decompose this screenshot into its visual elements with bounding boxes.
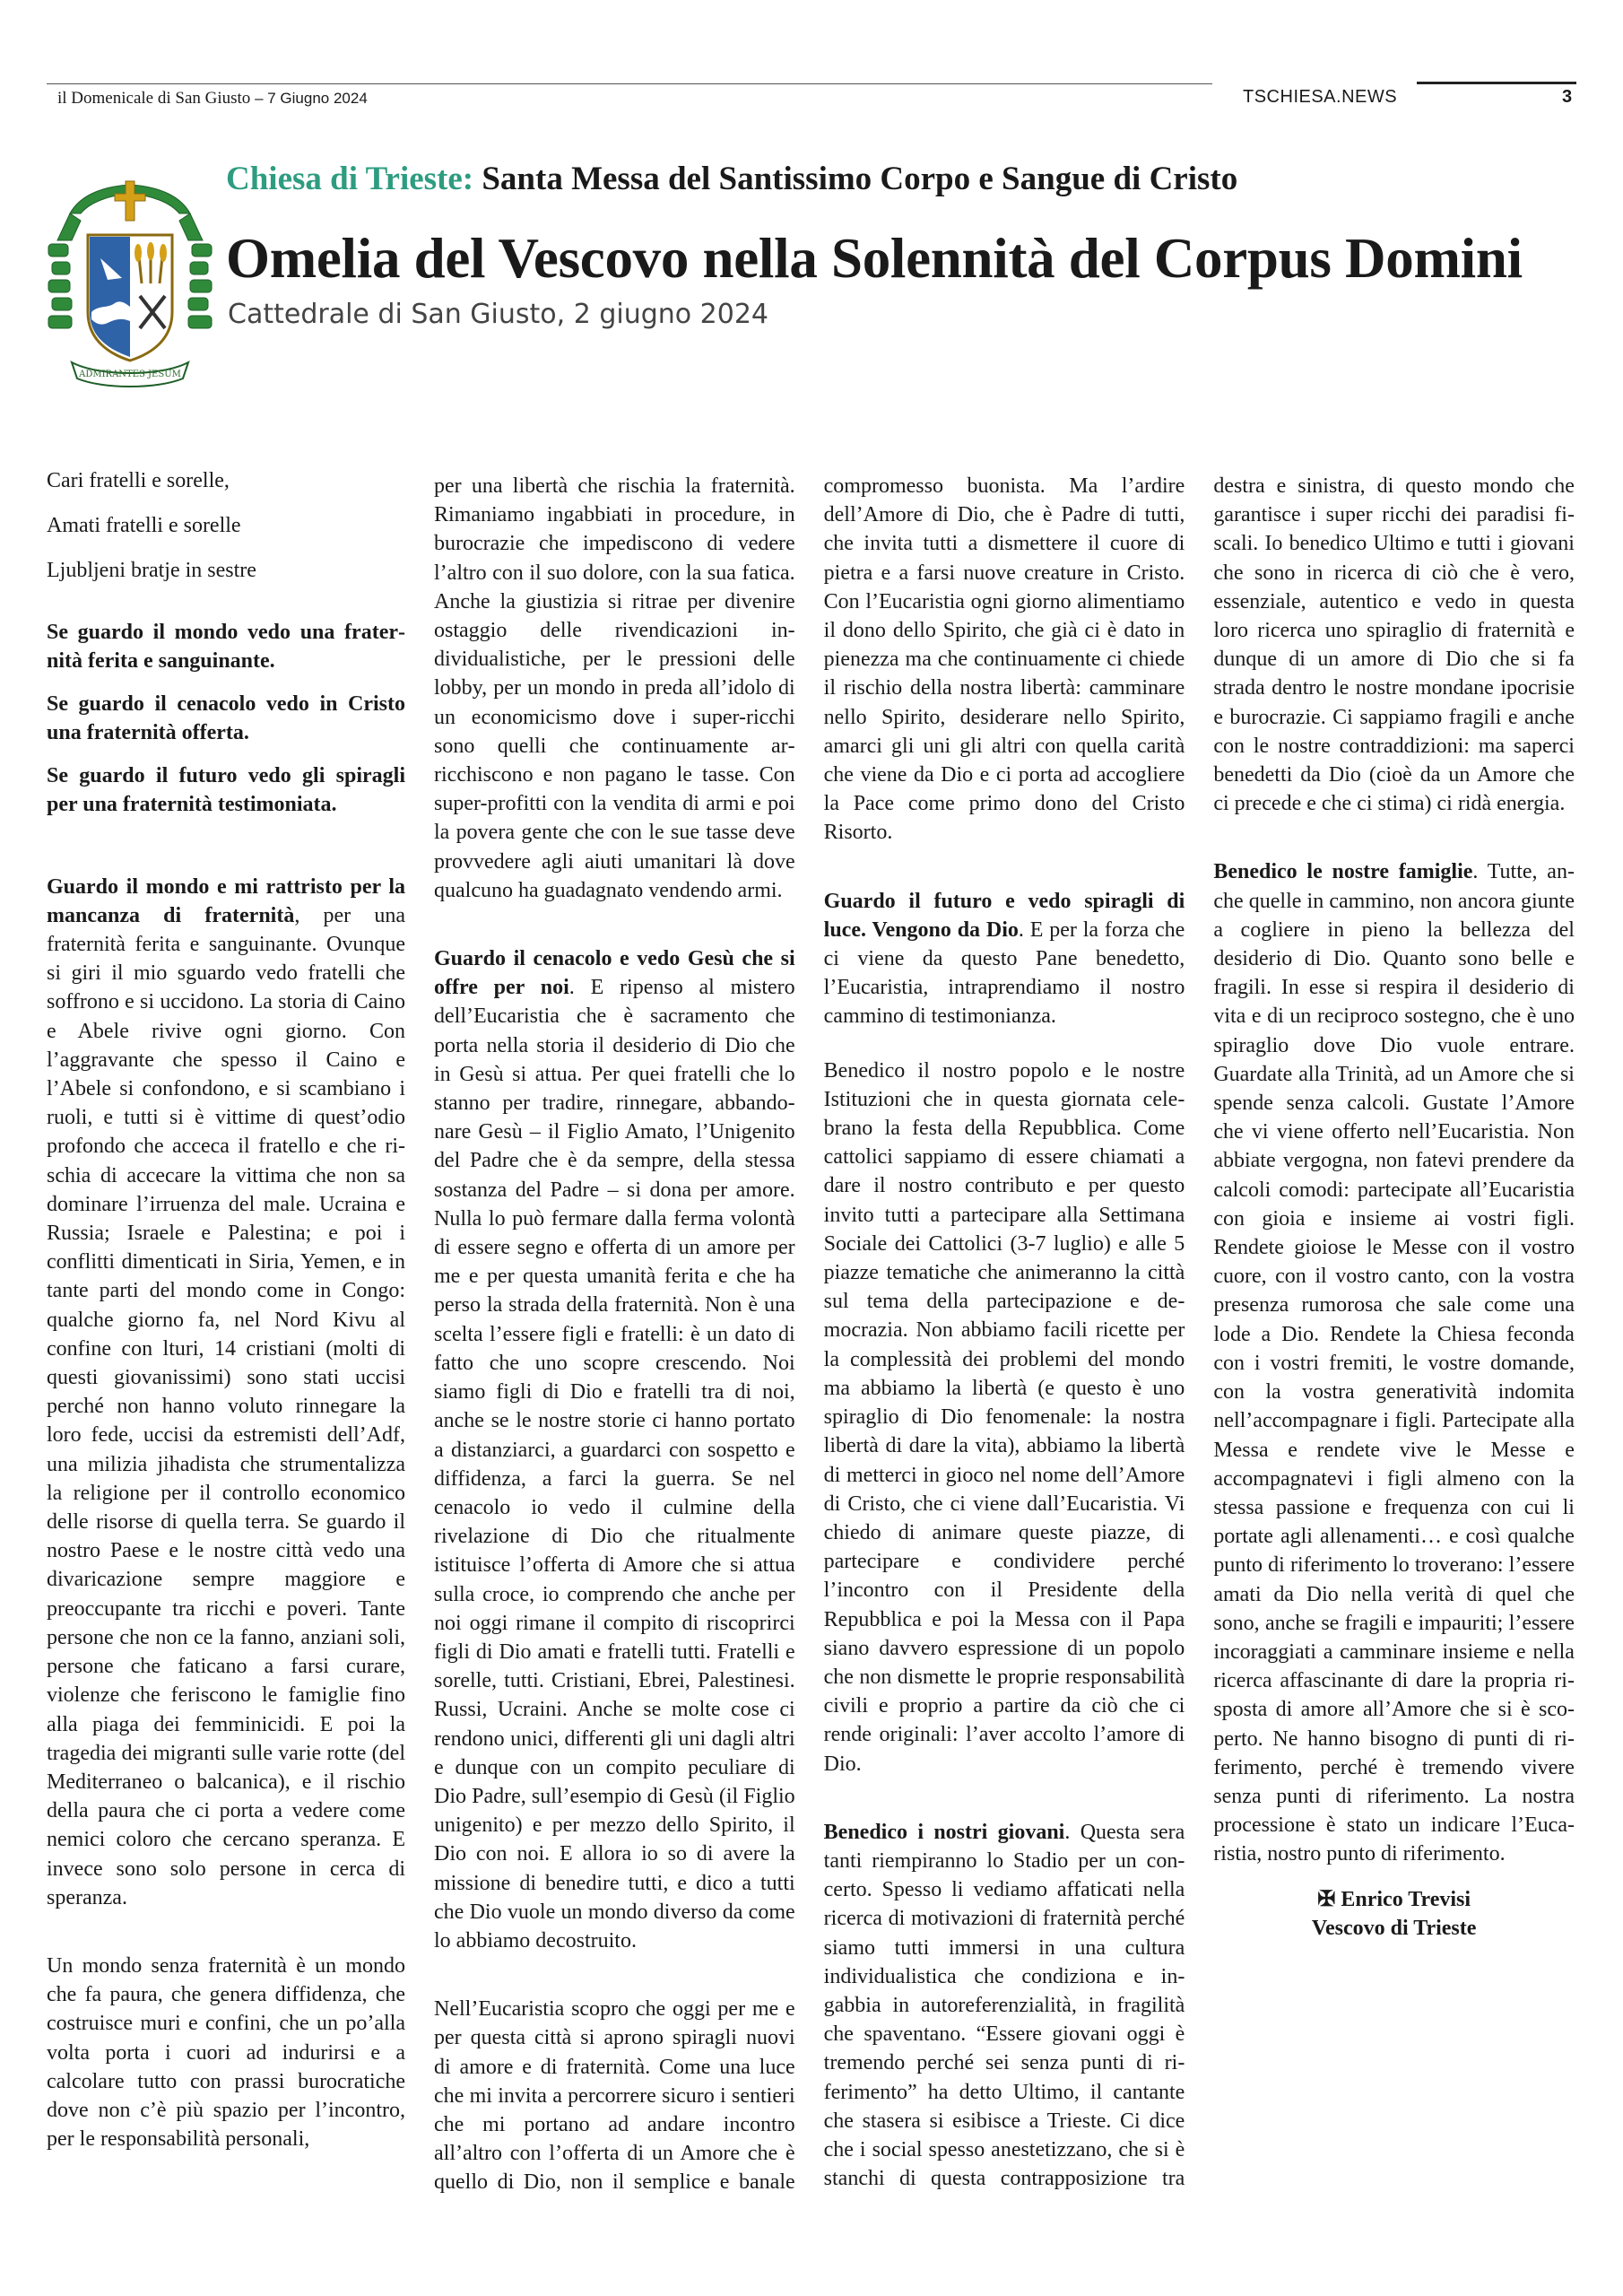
crest-motto: ADMIRANTES JESUM	[79, 370, 181, 379]
header-rule-accent	[1417, 82, 1576, 84]
signature-name: ✠ Enrico Trevisi	[1317, 1887, 1471, 1911]
lead-statement: Se guardo il cenacolo vedo in Cristo una fraternità offerta.	[47, 691, 405, 744]
greeting-line: Cari fratelli e sorelle,	[47, 469, 230, 492]
greetings	[47, 466, 405, 586]
kicker-source: Chiesa di Trieste:	[226, 161, 474, 197]
paragraph-lead: Guardo il mondo e mi rattristo per la mancanza di fraternità	[47, 874, 405, 927]
greeting-line: Amati fratelli e sorelle	[47, 514, 241, 538]
article-column-1	[47, 466, 405, 2153]
header-rule	[47, 83, 1212, 84]
publication-line	[57, 89, 368, 109]
greeting-line: Ljubljeni bratje in sestre	[47, 559, 256, 583]
body-paragraph: per una libertà che rischia la fraternità. Rimaniamo ingabbiati in procedure, in burocrazie che impediscono di vedere l’altro con il suo dolore, con la sua fatica. Anche la giustizia si ritrae per divenire ostaggio delle rivendicazioni individualistiche, per le pressioni delle lobby, per un mondo in preda all’idolo di un economicismo dove i super-ricchi sono quelli che continuamente arricchiscono e non pagano le tasse. Con super-profitti con la vendita di armi e poi la povera gente che con le sue tasse deve provvedere agli aiuti umanitari là dove qualcuno ha guadagnato vendendo armi.	[434, 474, 795, 902]
signature	[1213, 1885, 1575, 1943]
page-number: 3	[1562, 87, 1573, 107]
paragraph-lead: Benedico i nostri giovani	[823, 1820, 1065, 1844]
lead-statements	[47, 618, 405, 819]
paragraph-lead: Benedico le nostre famiglie	[1213, 860, 1473, 884]
article-kicker	[226, 160, 1237, 198]
body-paragraph: Un mondo senza fraternità è un mondo che fa paura, che genera diffidenza, che costruisce muri e confini, che un po’alla volta porta i cuori ad indurirsi e a calcolare tutto con prassi burocratiche dove non c’è più spazio per l’incontro, per le responsabilità personali,	[47, 1953, 405, 2152]
body-paragraph: Guardo il futuro e vedo spiragli di luce. Vengono da Dio. E per la forza che ci viene da questo Pane benedetto, l’Eucaristia, intraprendiamo il nostro cammino di testimonianza.	[823, 889, 1185, 1029]
body-paragraph: Nell’Eucaristia scopro che oggi per me e per questa città si aprono spiragli nuovi di amore e di fraternità. Come una luce che mi invita a percorrere sicuro i sentieri che mi portano ad andare incontro all’altro con l’offerta di un Amore che è quello di Dio, non il semplice e banale compromesso buonista. Ma l’ardire dell’Amore di Dio, che è Padre di tutti, che invita tutti a dismettere il cuore di pietra e a farsi nuove creature in Cristo. Con l’Eucaristia ogni giorno alimentiamo il dono dello Spirito, che già ci è dato in pienezza ma che continuamente ci chiede il rischio della nostra libertà: camminare nello Spirito, desiderare nello Spirito, amarci gli uni gli altri con quella carità che viene da Dio e ci porta ad accogliere la Pace come primo dono del Cristo Risorto.	[434, 474, 1185, 2195]
lead-statement: Se guardo il mondo vedo una fraternità ferita e sanguinante.	[47, 620, 405, 673]
body-paragraph: Guardo il cenacolo e vedo Gesù che si offre per noi. E ripenso al mistero dell’Eucaristia che è sacramento che porta nella storia il desiderio di Dio che in Gesù si attua. Per quei fratelli che lo stanno per tradire, rinnegare, abbandonare Gesù – il Figlio Amato, l’Unigenito del Padre che è da sempre, della stessa sostanza del Padre – si dona per amore. Nulla lo può fermare dalla ferma volontà di essere segno e offerta di un amore per me e per questa umanità ferita e che ha perso la strada della fraternità. Non è una scelta l’essere figli e fratelli: è un dato di fatto che uno scopre crescendo. Noi siamo figli di Dio e fratelli tra di noi, anche se le nostre storie ci hanno portato a distanziarci, a guardarci con sospetto e diffidenza, a farci la guerra. Se nel cenacolo io vedo il culmine della rivelazione di Dio che ritualmente istituisce l’offerta di Amore che si attua sulla croce, io comprendo che anche per noi oggi rimane il compito di riscoprirci figli di Dio amati e fratelli tutti. Fratelli e sorelle, tutti. Cristiani, Ebrei, Palestinesi. Russi, Ucraini. Anche se molte cose ci rendono unici, differenti gli uni dagli altri e dunque con un compito peculiare di Dio Padre, sull’esempio di Gesù (il Figlio unigenito) e per mezzo dello Spirito, il Dio con noi. E allora io so di avere la missione di benedire tutti, e dico a tutti che Dio vuole un mondo diverso da come lo abbiamo decostruito.	[434, 947, 795, 1952]
episcopal-coat-of-arms-icon	[45, 178, 215, 391]
kicker-event: Santa Messa del Santissimo Corpo e Sangue di Cristo	[482, 161, 1238, 197]
article-body-flow	[434, 472, 1575, 2221]
body-paragraph: Benedico i nostri giovani. Questa sera tanti riempiranno lo Stadio per un concerto. Spesso li vediamo affaticati nella ricerca di motivazioni di fraternità perché siamo tutti immersi in una cultura individualistica che condiziona e ingabbia in autoreferenzialità, in fragilità che spaventano. “Essere giovani oggi è tremendo perché sei senza punti di riferimento” ha detto Ultimo, il cantante che stasera si esibisce a Trieste. Ci dice che i social spesso anestetizzano, che si è stanchi di questa contrapposizione tra destra e sinistra, di questo mondo che garantisce i super ricchi dei paradisi fiscali. Io benedico Ultimo e tutti i giovani che sono in ricerca di ciò che è vero, essenziale, autentico e vedo in questa loro ricerca uno spiraglio di fraternità e dunque di un amore di Dio che si fa strada dentro le nostre mondane ipocrisie e burocrazie. Ci sappiamo fragili e anche con le nostre contraddizioni: ma saperci benedetti da Dio (cioè da un Amore che ci precede e che ci stima) ci ridà energia.	[823, 474, 1575, 2191]
issue-date: – 7 Giugno 2024	[255, 90, 368, 107]
site-name: TSCHIESA.NEWS	[1243, 87, 1398, 107]
body-paragraph: Benedico le nostre famiglie. Tutte, anche quelle in cammino, non ancora giunte a cogliere in pieno la bellezza del desiderio di Dio. Quanto sono belle e fragili. In esse si respira il desiderio di vita e di un reciproco sostegno, che è uno spiraglio dove Dio vuole entrare. Guardate alla Trinità, ad un Amore che si spende senza calcoli. Gustate l’Amore che vi viene offerto nell’Eucaristia. Non abbiate vergogna, non fatevi prendere da calcoli comodi: partecipate all’Eucaristia con gioia e insieme ai vostri figli. Rendete gioiose le Messe con il vostro cuore, con il vostro canto, con la vostra presenza rumorosa che sale come una lode a Dio. Rendete la Chiesa feconda con i vostri fremiti, le vostre domande, con la vostra generatività indomita nell’accompagnare i figli. Partecipate alla Messa e rendete vive le Messe e accompagnatevi i figli almeno con la stessa passione e frequenza con cui li portate agli allenamenti… e così qualche punto di riferimento lo troverano: l’essere amati da Dio nella verità di quel che sono, anche se fragili e impauriti; l’essere incoraggiati a camminare insieme e nella ricerca affascinante di dare la propria risposta di amore all’Amore che si è scoperto. Ne hanno bisogno di punti di riferimento, perché è tremendo vivere senza punti di riferimento. La nostra processione è stato un indicare l’Eucaristia, nostro punto di riferimento.	[1213, 860, 1575, 1866]
lead-statement: Se guardo il futuro vedo gli spiragli per una fraternità testimoniata.	[47, 763, 405, 816]
publication-name: il Domenicale di San Giusto	[57, 89, 251, 108]
article-subtitle: Cattedrale di San Giusto, 2 giugno 2024	[228, 299, 769, 330]
paragraph-lead: Guardo il futuro e vedo spiragli di luce. Vengono da Dio	[823, 889, 1185, 942]
signature-role: Vescovo di Trieste	[1311, 1916, 1477, 1940]
paragraph-lead: Guardo il cenacolo e vedo Gesù che si offre per noi	[434, 947, 795, 1000]
page-header	[47, 85, 1576, 112]
body-paragraph: Benedico il nostro popolo e le nostre Istituzioni che in questa giornata celebrano la festa della Repubblica. Come cattolici sappiamo di essere chiamati a dare il nostro contributo e per questo invito tutti a partecipare alla Settimana Sociale dei Cattolici (3-7 luglio) e alle 5 piazze tematiche che animeranno la città sul tema della partecipazione e democrazia. Non abbiamo facili ricette per la complessità dei problemi del mondo ma abbiamo la libertà (e questo è uno spiraglio di Dio fenomenale: la nostra libertà di dare la vita), abbiamo la libertà di metterci in gioco nel nome dell’Amore di Cristo, che ci viene dall’Eucaristia. Vi chiedo di animare queste piazze, di partecipare e condividere perché l’incontro con il Presidente della Repubblica e poi la Messa con il Papa siano davvero espressione di un popolo che non dismette le proprie responsabilità civili e proprio a partire da ciò che ci rende originali: l’aver accolto l’amore di Dio.	[823, 1058, 1185, 1776]
body-paragraph: Guardo il mondo e mi rattristo per la mancanza di fraternità, per una fraternità ferita e sanguinante. Ovunque si giri il mio sguardo vedo fratelli che soffrono e si uccidono. La storia di Caino e Abele rivive ogni giorno. Con l’aggravante che spesso il Caino e l’Abele si confondono, e si scambiano i ruoli, e tutti si è vittime di quest’odio profondo che acceca il fratello e che rischia di accecare la vittima che non sa dominare l’irruenza del male. Ucraina e Russia; Israele e Palestina; e poi i conflitti dimenticati in Siria, Yemen, e in tante parti del mondo come in Congo: qualche giorno fa, nel Nord Kivu al confine con lturi, 14 cristiani (molti di questi giovanissimi) sono stati uccisi perché non hanno voluto rinnegare la loro fede, uccisi da estremisti dell’Adf, una milizia jihadista che strumentalizza la religione per il controllo economico delle risorse di quella terra. Se guardo il nostro Paese e le nostre città vedo una divaricazione sempre maggiore e preoccupante tra ricchi e poveri. Tante persone che non ce la fanno, anziani soli, persone che faticano a farsi curare, violenze che feriscono le famiglie fino alla piaga dei femminicidi. E poi la tragedia dei migranti sulle varie rotte (del Mediterraneo o balcanica), e il rischio della paura che ci porta a vedere come nemici coloro che cercano speranza. E invece sono solo persone in cerca di speranza.	[47, 874, 405, 1909]
article-title: Omelia del Vescovo nella Solennità del Corpus Domini	[226, 227, 1523, 290]
